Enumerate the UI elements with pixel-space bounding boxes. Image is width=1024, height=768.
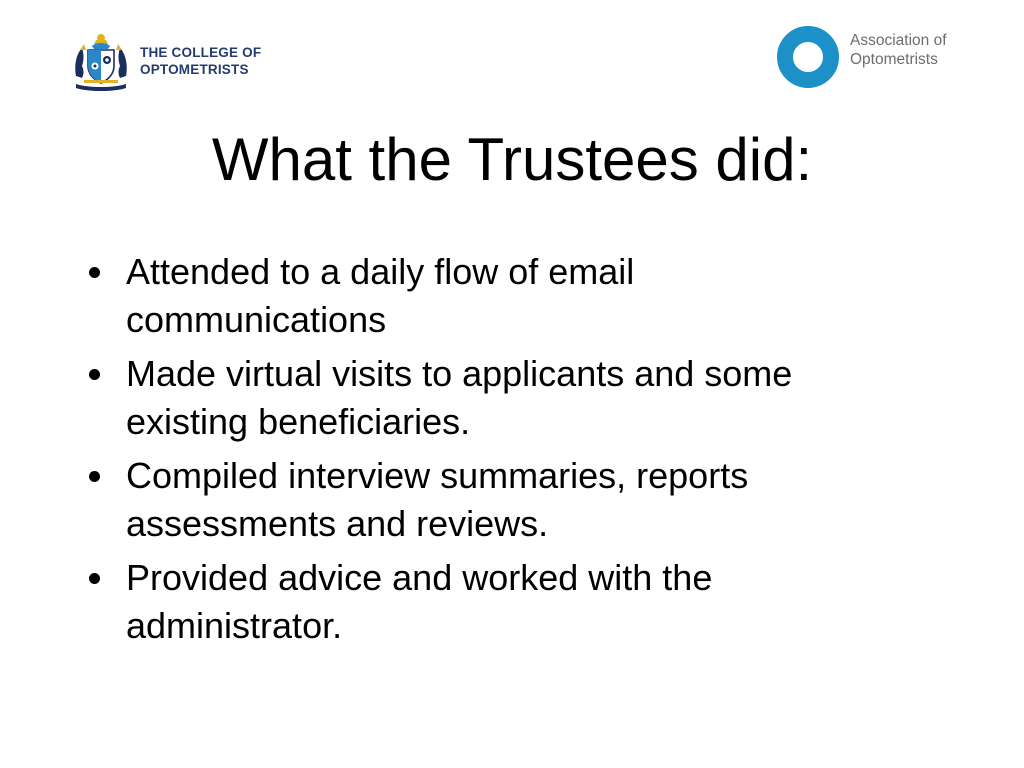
list-item	[84, 554, 904, 650]
bullet-list	[84, 248, 904, 656]
bullet-icon	[89, 471, 100, 482]
bullet-icon	[89, 369, 100, 380]
association-of-optometrists-logo	[776, 24, 976, 90]
college-name-line2: OPTOMETRISTS	[140, 62, 249, 77]
bullet-text: Made virtual visits to applicants and some existing beneficiaries.	[126, 353, 793, 442]
bullet-icon	[89, 573, 100, 584]
list-item	[84, 350, 904, 446]
list-item	[84, 248, 904, 344]
aop-name-line2: Optometrists	[850, 51, 938, 68]
college-name-line1: THE COLLEGE OF	[140, 45, 262, 60]
list-item	[84, 452, 904, 548]
ring-icon	[776, 25, 840, 89]
bullet-text: Compiled interview summaries, reports assessments and reviews.	[126, 455, 749, 544]
aop-name	[850, 31, 947, 69]
bullet-icon	[89, 267, 100, 278]
slide-title: What the Trustees did:	[211, 126, 813, 193]
aop-name-line1: Association of	[850, 32, 947, 49]
college-name	[140, 44, 261, 78]
bullet-text: Attended to a daily flow of email communications	[126, 251, 635, 340]
coat-of-arms-icon	[70, 30, 132, 92]
bullet-text: Provided advice and worked with the administrator.	[126, 557, 713, 646]
college-of-optometrists-logo	[70, 30, 270, 92]
